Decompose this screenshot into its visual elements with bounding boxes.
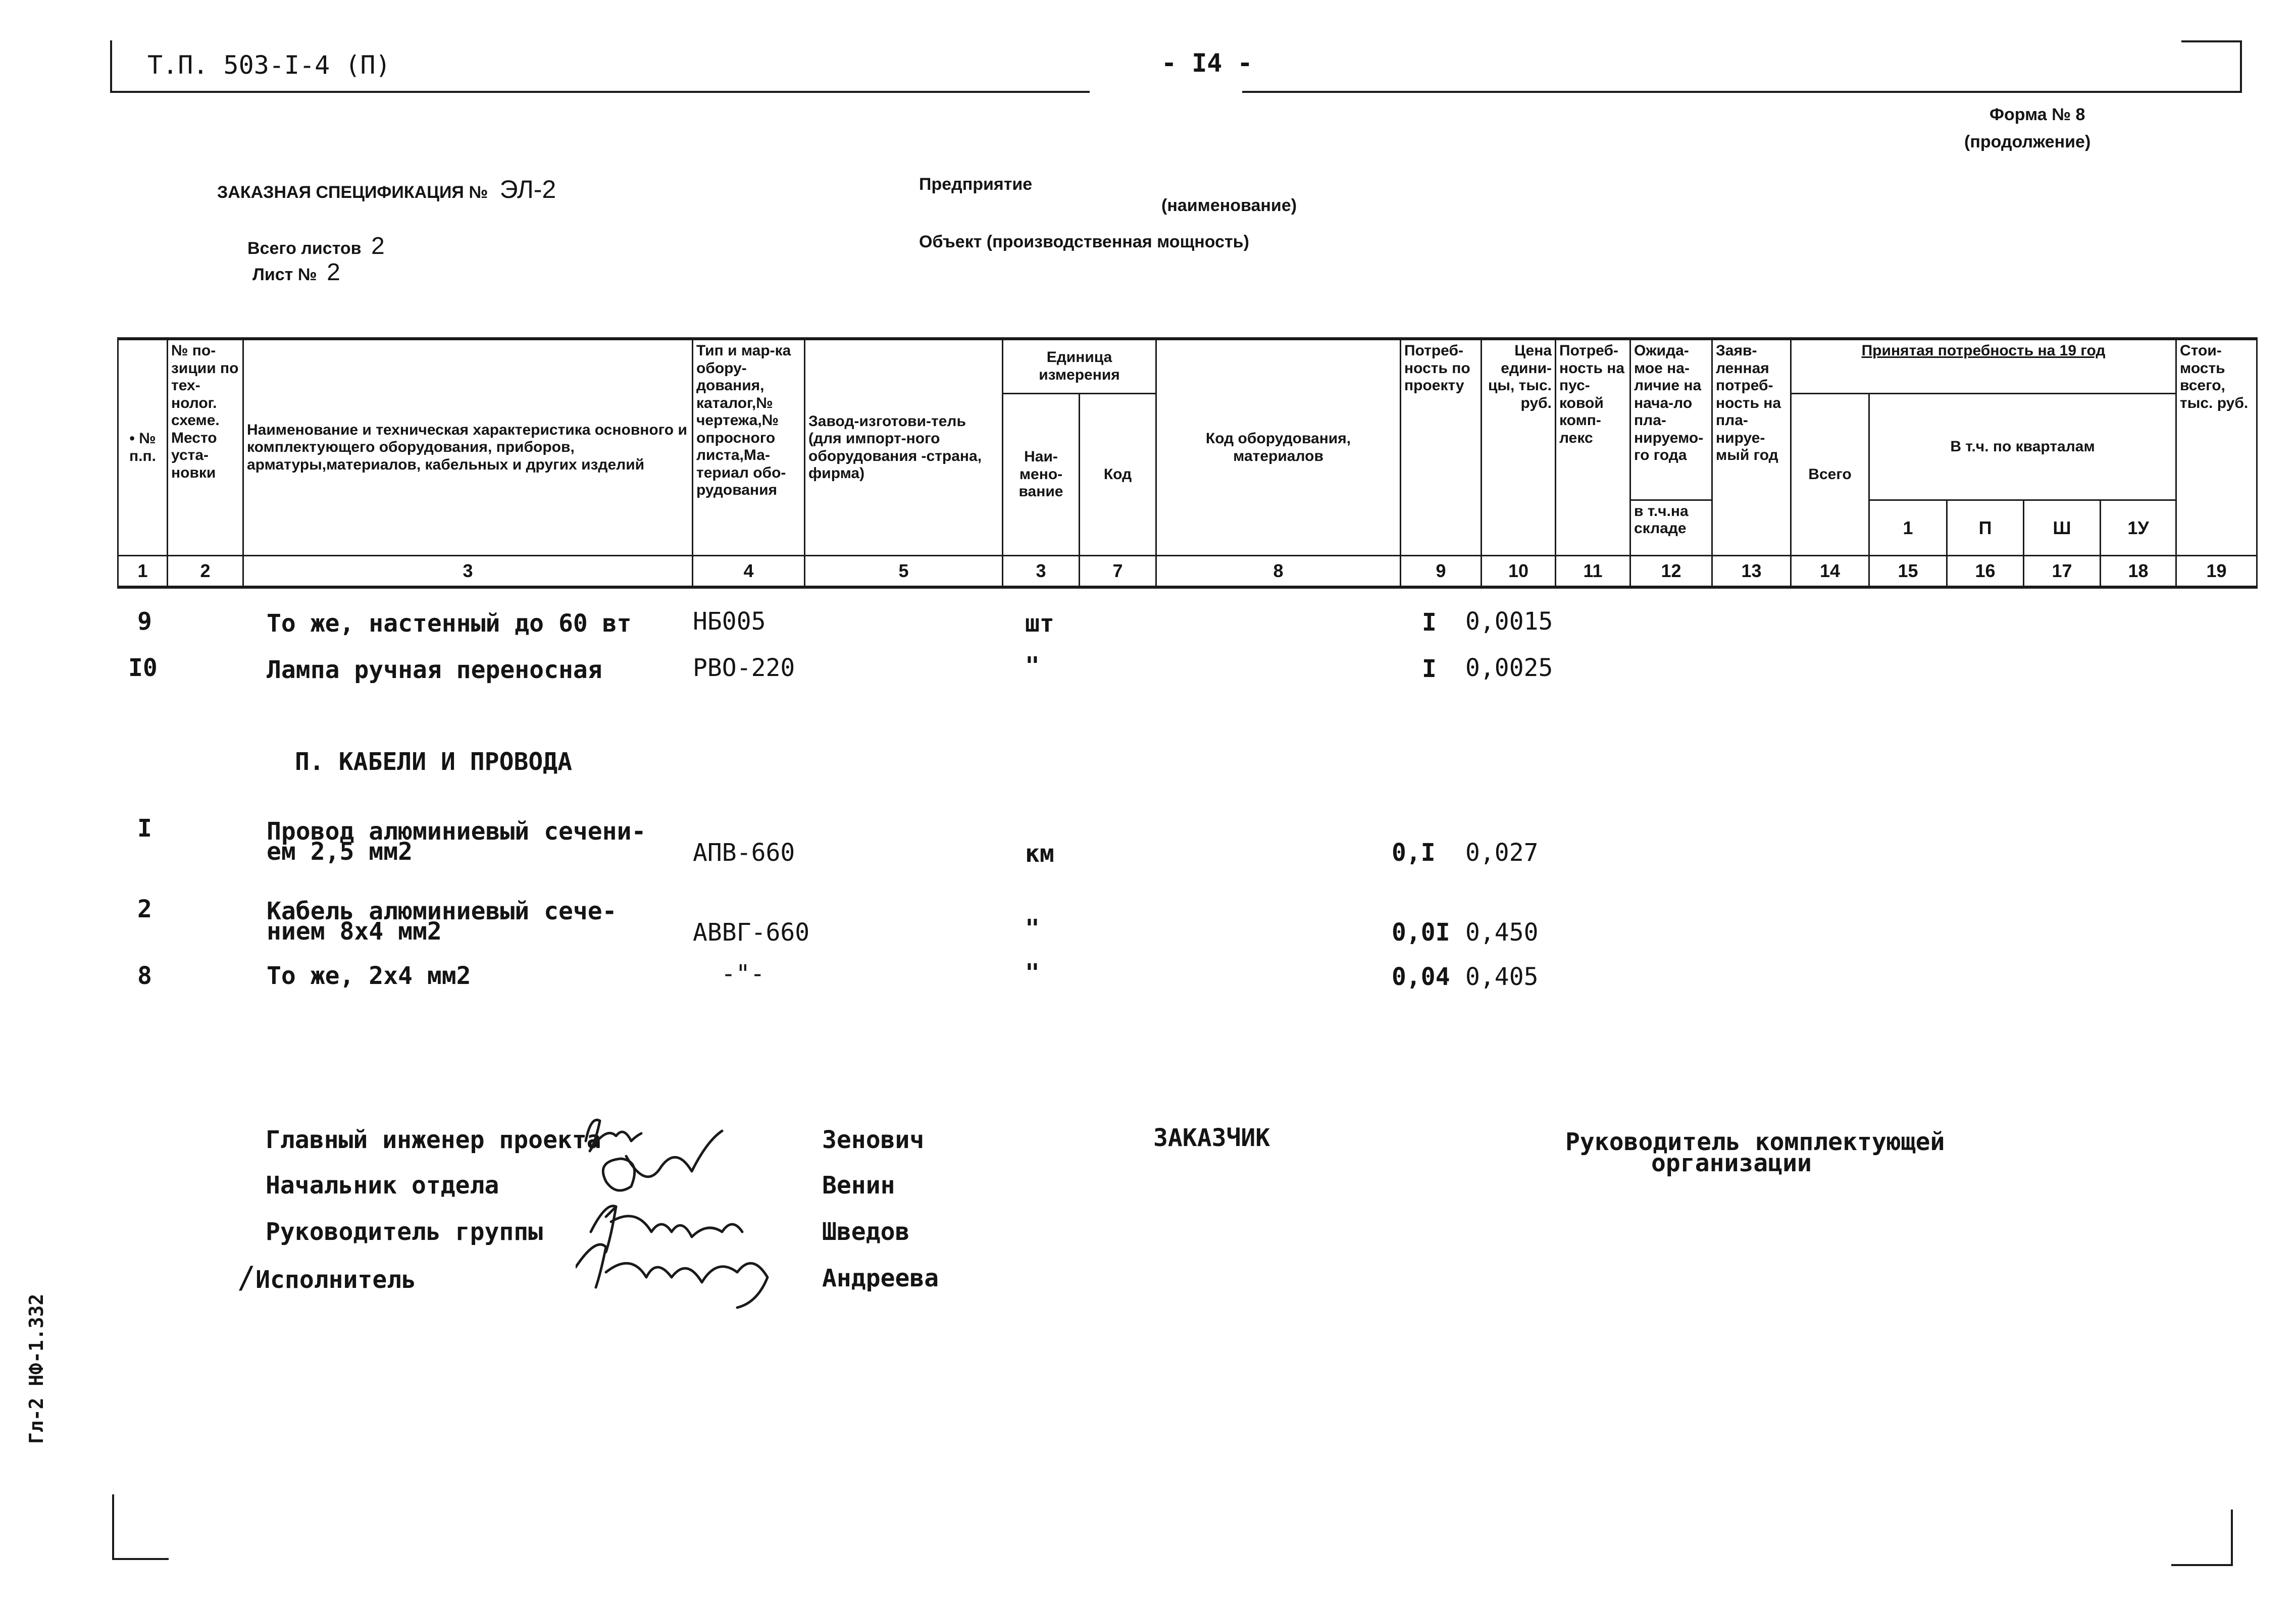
signature-scribbles xyxy=(576,1106,818,1318)
supplier-label-line1: Руководитель комплектующей xyxy=(1565,1128,1945,1156)
th-num: 18 xyxy=(2101,556,2176,587)
frame-top-left-v xyxy=(110,40,112,93)
th-num: 3 xyxy=(1003,556,1080,587)
th-num: 11 xyxy=(1556,556,1630,587)
frame-top-right-h xyxy=(1242,91,2242,93)
th-unit-code: Код xyxy=(1080,393,1156,555)
row-no: I xyxy=(137,814,152,843)
form-sub: (продолжение) xyxy=(1964,132,2091,151)
group-head-label: Руководитель группы xyxy=(266,1218,543,1246)
row-price: 0,405 xyxy=(1465,963,1539,991)
th-num: 9 xyxy=(1401,556,1482,587)
th-col9: Потреб-ность по проекту xyxy=(1401,339,1482,556)
section-title: П. КАБЕЛИ И ПРОВОДА xyxy=(295,748,573,776)
th-col14: Всего xyxy=(1791,393,1869,555)
row-no: 2 xyxy=(137,895,152,923)
sheets-total-value: 2 xyxy=(371,233,385,259)
th-num: 4 xyxy=(693,556,805,587)
group-head-name: Шведов xyxy=(822,1218,910,1246)
object-label: Объект (производственная мощность) xyxy=(919,232,1249,251)
th-col3: Наименование и техническая характеристика основного и комплектующего оборудования, приборов, арматуры,материалов, кабельных и других изделий xyxy=(243,339,693,556)
row-name: Лампа ручная переносная xyxy=(267,656,602,684)
dept-head-label: Начальник отдела xyxy=(266,1171,499,1200)
row-name-line1: Провод алюминиевый сечени- xyxy=(267,817,646,846)
row-type: РВО-220 xyxy=(693,654,795,682)
th-q2: П xyxy=(1947,500,2024,555)
th-num: 1 xyxy=(118,556,168,587)
th-num: 10 xyxy=(1482,556,1556,587)
frame-bottom-left-h xyxy=(112,1558,169,1560)
row-price: 0,0015 xyxy=(1465,607,1553,636)
frame-bottom-right-v xyxy=(2231,1510,2233,1566)
sheet-no-label: Лист № xyxy=(252,265,317,284)
th-num: 19 xyxy=(2176,556,2257,587)
th-num: 15 xyxy=(1869,556,1947,587)
th-num: 12 xyxy=(1630,556,1712,587)
th-num: 8 xyxy=(1156,556,1401,587)
th-col2: № по-зиции по тех-нолог. схеме. Место уста-новки xyxy=(168,339,243,556)
frame-top-right-v xyxy=(2240,40,2242,93)
doc-code: Т.П. 503-I-4 (П) xyxy=(147,50,391,80)
row-need: 0,04 xyxy=(1392,963,1450,991)
row-need: I xyxy=(1422,608,1437,637)
row-no: 9 xyxy=(137,607,152,636)
row-price: 0,450 xyxy=(1465,918,1539,947)
enterprise-label: Предприятие xyxy=(919,175,1033,194)
row-type: НБ005 xyxy=(693,607,766,636)
row-name-line2: нием 8х4 мм2 xyxy=(267,917,442,946)
row-name-line1: То же, 2х4 мм2 xyxy=(267,962,471,990)
sheets-total-label: Всего листов xyxy=(247,239,362,258)
row-unit: шт xyxy=(1025,609,1054,638)
spec-title xyxy=(217,175,556,204)
th-quarters-group: В т.ч. по кварталам xyxy=(1869,393,2176,500)
frame-bottom-right-h xyxy=(2171,1564,2233,1566)
row-name: То же, настенный до 60 вт xyxy=(267,609,632,638)
row-price: 0,027 xyxy=(1465,839,1539,867)
th-number-row xyxy=(118,556,2257,587)
th-num: 14 xyxy=(1791,556,1869,587)
chief-engineer-label: Главный инженер проекта xyxy=(266,1126,601,1154)
dept-head-name: Венин xyxy=(822,1171,895,1200)
row-price: 0,0025 xyxy=(1465,654,1553,682)
row-type: АВВГ-660 xyxy=(693,918,810,947)
row-type: АПВ-660 xyxy=(693,839,795,867)
th-col8: Код оборудования, материалов xyxy=(1156,339,1401,556)
th-num: 5 xyxy=(805,556,1003,587)
frame-bottom-left-v xyxy=(112,1494,114,1560)
page-number: - I4 - xyxy=(1161,48,1253,78)
th-col13: Заяв-ленная потреб-ность на пла-нируе-мый год xyxy=(1712,339,1791,556)
executor-label xyxy=(237,1260,416,1295)
row-unit: " xyxy=(1025,652,1040,680)
sheets-total xyxy=(247,232,385,260)
customer-label: ЗАКАЗЧИК xyxy=(1153,1124,1270,1152)
row-name-line2: ем 2,5 мм2 xyxy=(267,838,413,866)
side-stamp: Гл-2 НФ-1.332 xyxy=(25,1293,47,1444)
th-num: 13 xyxy=(1712,556,1791,587)
th-q1: 1 xyxy=(1869,500,1947,555)
th-col5: Завод-изготови-тель (для импорт-ного оборудования -страна, фирма) xyxy=(805,339,1003,556)
executor-label-text: Исполнитель xyxy=(256,1266,417,1294)
row-name-line1: Кабель алюминиевый сече- xyxy=(267,897,617,925)
row-no: 8 xyxy=(137,962,152,990)
supplier-label-line2: организации xyxy=(1651,1149,1812,1177)
spec-title-number: ЭЛ-2 xyxy=(499,175,556,203)
sheet-no-value: 2 xyxy=(327,259,340,286)
th-col12-top: Ожида-мое на-личие на нача-ло пла-нируемо-го года xyxy=(1630,339,1712,500)
th-unit-group: Единица измерения xyxy=(1003,339,1156,393)
row-need: I xyxy=(1422,655,1437,683)
enterprise-hint: (наименование) xyxy=(1161,196,1297,215)
th-col19: Стои-мость всего, тыс. руб. xyxy=(2176,339,2257,556)
th-num: 16 xyxy=(1947,556,2024,587)
spec-table-header xyxy=(117,337,2258,589)
row-need: 0,0I xyxy=(1392,918,1450,947)
th-accepted-group: Принятая потребность на 19 год xyxy=(1791,339,2176,393)
th-q4: 1У xyxy=(2101,500,2176,555)
chief-engineer-name: Зенович xyxy=(822,1126,925,1154)
th-col4: Тип и мар-ка обору-дования, каталог,№ чертежа,№ опросного листа,Ма-териал обо-рудования xyxy=(693,339,805,556)
th-col10: Цена едини-цы, тыс. руб. xyxy=(1482,339,1556,556)
th-num: 17 xyxy=(2024,556,2101,587)
row-unit: км xyxy=(1025,840,1054,868)
row-unit: " xyxy=(1025,959,1040,987)
row-type: -"- xyxy=(721,960,765,988)
th-num: 3 xyxy=(243,556,693,587)
row-unit: " xyxy=(1025,914,1040,943)
th-col1: • № п.п. xyxy=(118,339,168,556)
spec-title-prefix: ЗАКАЗНАЯ СПЕЦИФИКАЦИЯ № xyxy=(217,183,488,202)
th-unit-name: Наи-мено-вание xyxy=(1003,393,1080,555)
executor-slash: / xyxy=(237,1260,256,1295)
th-col12-bottom: в т.ч.на складе xyxy=(1630,500,1712,555)
th-q3: Ш xyxy=(2024,500,2101,555)
th-col11: Потреб-ность на пус-ковой комп-лекс xyxy=(1556,339,1630,556)
executor-name: Андреева xyxy=(822,1264,939,1292)
sheet-no xyxy=(252,258,340,286)
form-label: Форма № 8 xyxy=(1989,105,2085,124)
row-need: 0,I xyxy=(1392,839,1436,867)
row-no: I0 xyxy=(128,654,158,682)
th-num: 7 xyxy=(1080,556,1156,587)
th-num: 2 xyxy=(168,556,243,587)
frame-top-left-h xyxy=(110,91,1090,93)
frame-top-right-h2 xyxy=(2181,40,2242,42)
